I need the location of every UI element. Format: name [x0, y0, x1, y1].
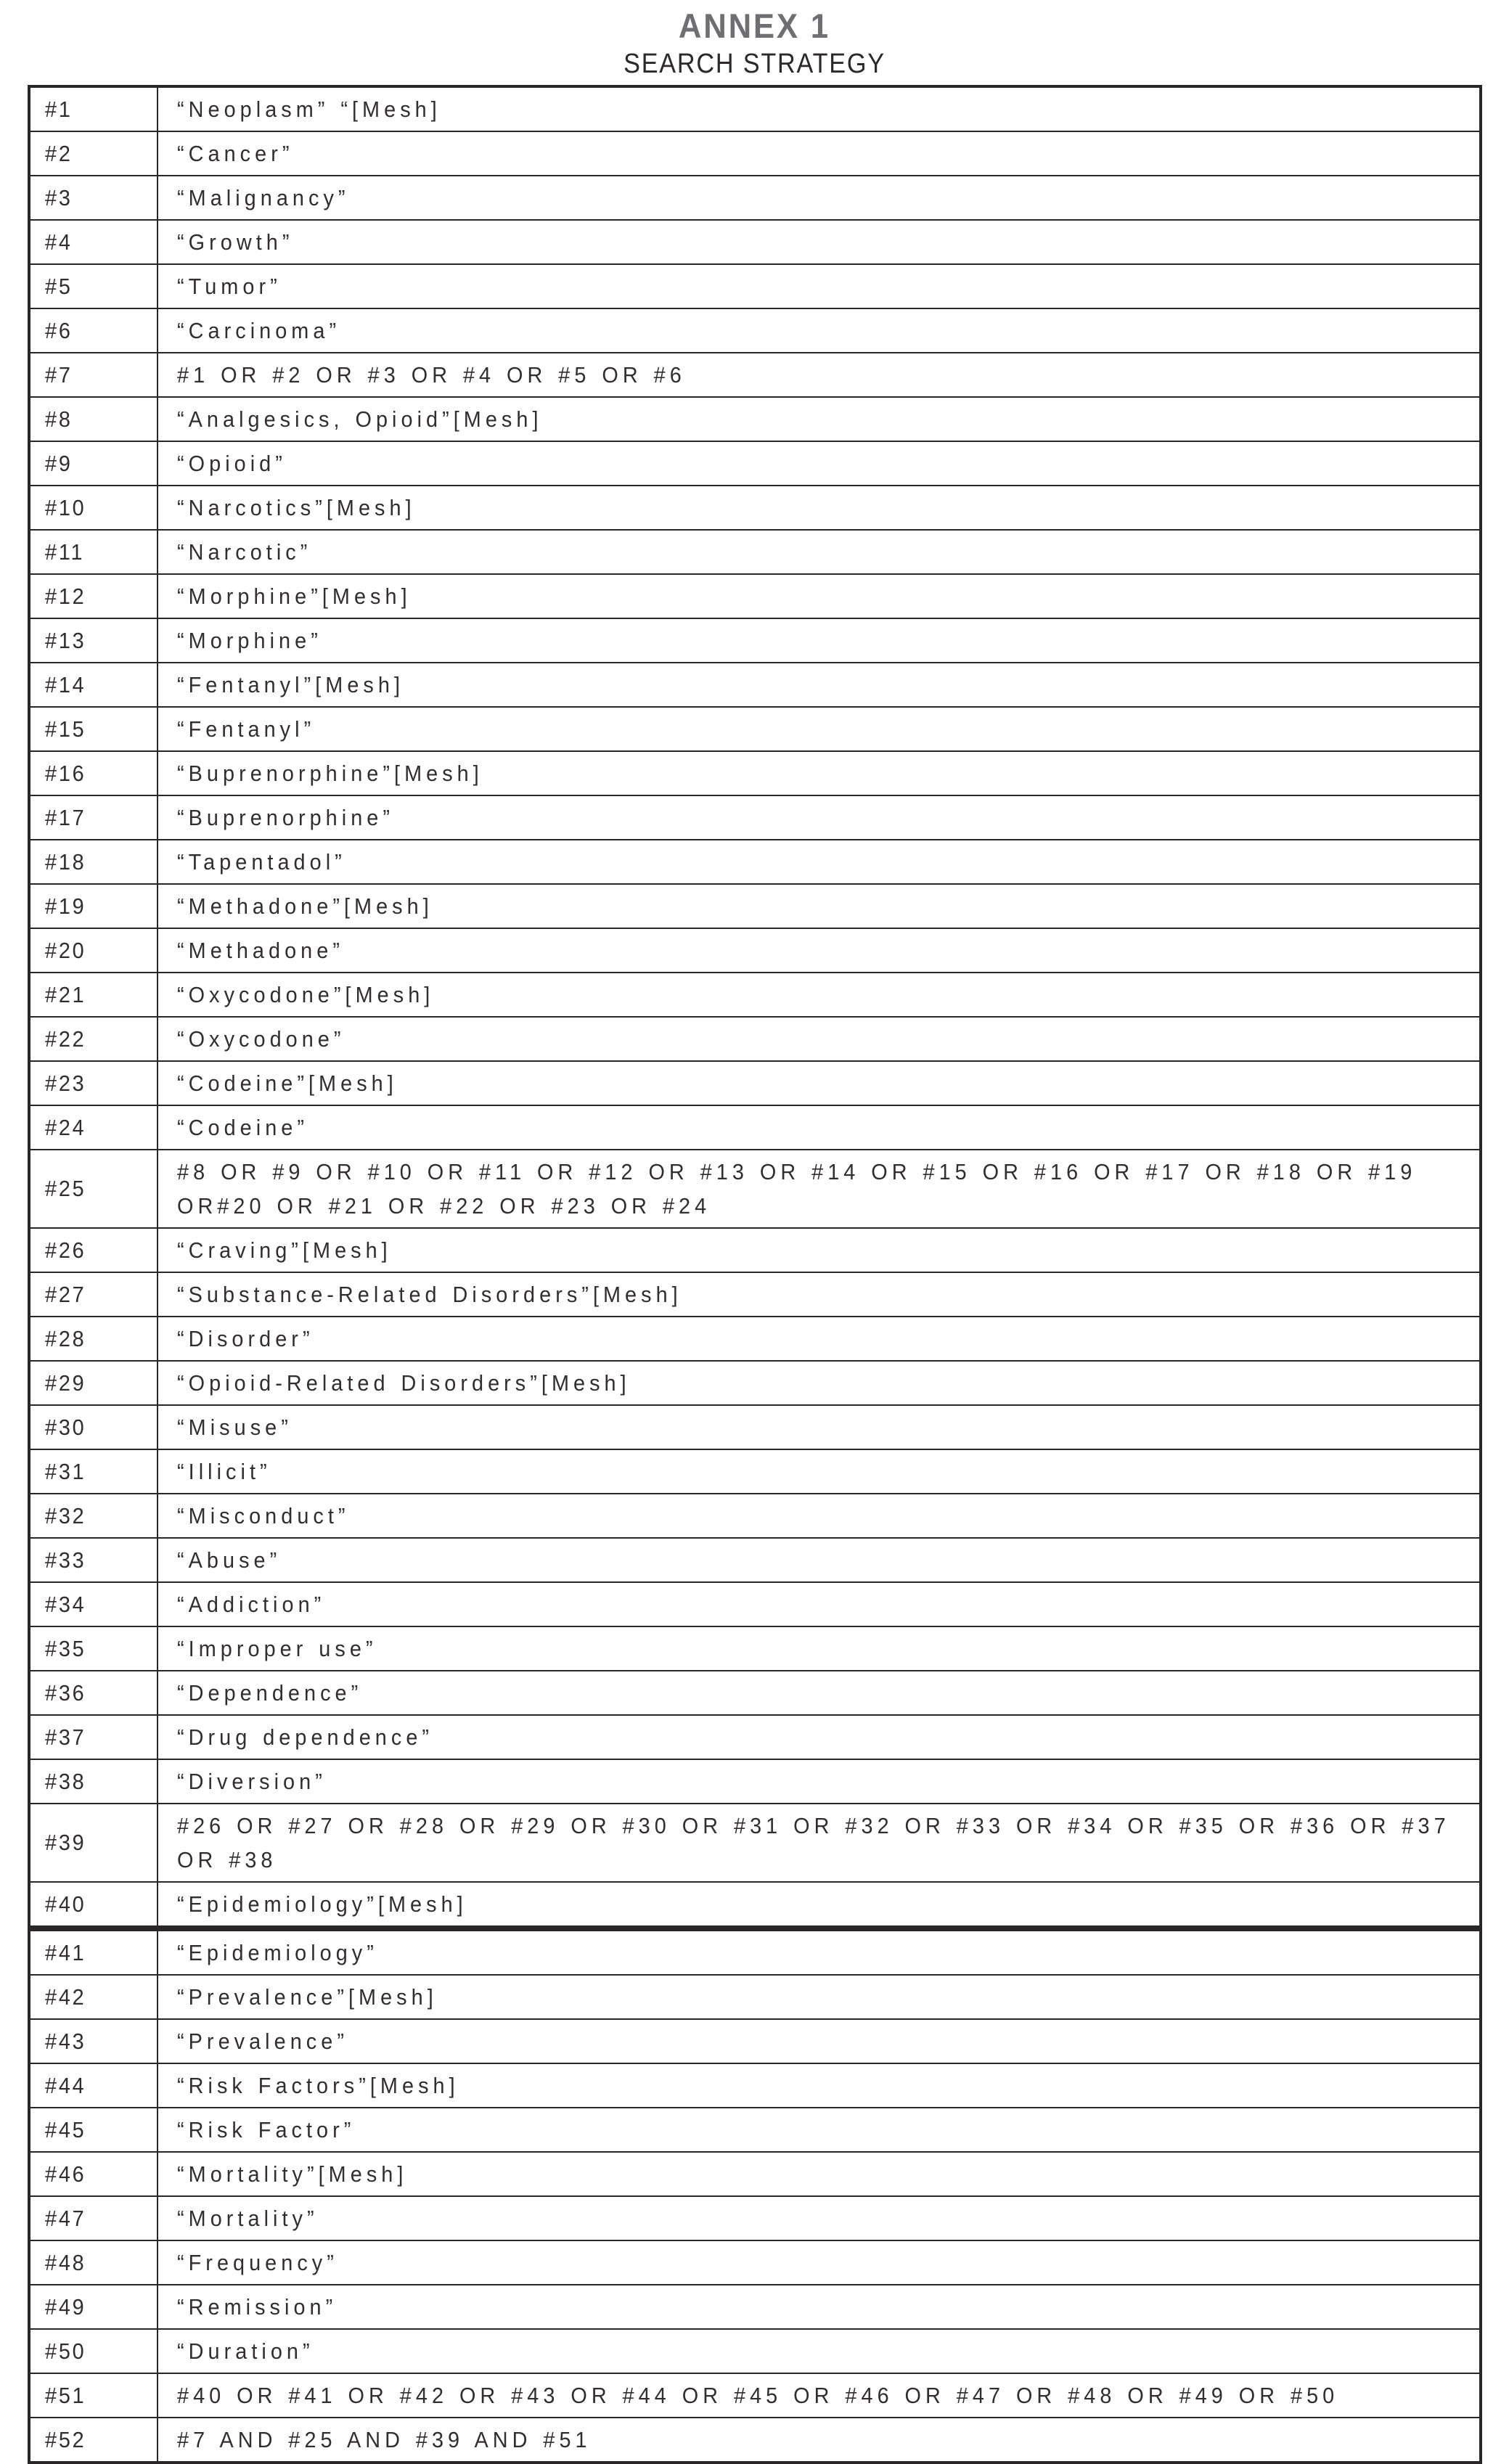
row-id-cell	[29, 1715, 158, 1759]
row-id-cell	[29, 1272, 158, 1317]
table-row	[29, 1017, 1481, 1061]
row-query: “Risk Factors”[Mesh]	[177, 2073, 459, 2098]
row-id: #49	[45, 2293, 86, 2320]
row-query: “Craving”[Mesh]	[177, 1237, 392, 1263]
row-query: “Tapentadol”	[177, 849, 346, 875]
row-query-cell	[158, 1804, 1481, 1882]
row-query-cell	[158, 751, 1481, 795]
search-strategy-table-body	[29, 86, 1481, 2463]
row-id-cell	[29, 397, 158, 441]
table-row	[29, 1582, 1481, 1626]
row-query-cell	[158, 1671, 1481, 1715]
table-row	[29, 1317, 1481, 1361]
table-row	[29, 176, 1481, 220]
row-id: #34	[45, 1591, 86, 1617]
table-row	[29, 1626, 1481, 1671]
table-row	[29, 2108, 1481, 2152]
table-row	[29, 2240, 1481, 2285]
row-query: “Epidemiology”	[177, 1940, 378, 1965]
row-id: #18	[45, 848, 86, 875]
row-query-cell	[158, 1150, 1481, 1228]
row-query-cell	[158, 1405, 1481, 1449]
row-id-cell	[29, 840, 158, 884]
row-query-cell	[158, 973, 1481, 1017]
table-row	[29, 574, 1481, 618]
row-query-cell	[158, 840, 1481, 884]
row-query: “Neoplasm” “[Mesh]	[177, 97, 441, 122]
row-id-cell	[29, 2019, 158, 2063]
row-id: #25	[45, 1176, 86, 1201]
row-query: “Prevalence”	[177, 2029, 348, 2054]
row-query-cell	[158, 1759, 1481, 1804]
table-row	[29, 2063, 1481, 2108]
table-row	[29, 751, 1481, 795]
row-query-cell	[158, 397, 1481, 441]
row-id-cell	[29, 1759, 158, 1804]
row-query-cell	[158, 1538, 1481, 1582]
table-row	[29, 1272, 1481, 1317]
row-id: #26	[45, 1237, 86, 1263]
row-id: #27	[45, 1281, 86, 1307]
row-id-cell	[29, 2373, 158, 2418]
row-id: #7	[45, 361, 73, 388]
row-query-cell	[158, 1317, 1481, 1361]
row-query: #26 OR #27 OR #28 OR #29 OR #30 OR #31 OR #32 OR #33 OR #34 OR #35 OR #36 OR #37 OR #38	[177, 1813, 1450, 1872]
row-query: “Fentanyl”	[177, 716, 316, 742]
row-query: “Epidemiology”[Mesh]	[177, 1891, 467, 1917]
row-query-cell	[158, 2373, 1481, 2418]
row-id-cell	[29, 1449, 158, 1494]
row-query-cell	[158, 131, 1481, 176]
row-query-cell	[158, 1105, 1481, 1150]
table-row	[29, 1671, 1481, 1715]
table-row	[29, 707, 1481, 751]
row-id-cell	[29, 1061, 158, 1105]
row-id: #23	[45, 1070, 86, 1096]
row-query: “Codeine”[Mesh]	[177, 1071, 398, 1096]
row-query: “Buprenorphine”	[177, 805, 395, 830]
row-query: “Growth”	[177, 229, 294, 255]
row-query: “Oxycodone”	[177, 1026, 345, 1052]
row-id: #5	[45, 273, 73, 299]
table-row	[29, 2373, 1481, 2418]
page-subtitle-wrap	[0, 49, 1509, 80]
table-row	[29, 131, 1481, 176]
row-query-cell	[158, 2418, 1481, 2463]
row-query-cell	[158, 1928, 1481, 1975]
row-query: “Morphine”[Mesh]	[177, 584, 412, 609]
table-row	[29, 397, 1481, 441]
row-id: #30	[45, 1414, 86, 1440]
row-id-cell	[29, 2418, 158, 2463]
row-query-cell	[158, 441, 1481, 486]
row-id-cell	[29, 795, 158, 840]
row-query: “Analgesics, Opioid”[Mesh]	[177, 406, 543, 432]
table-row	[29, 840, 1481, 884]
row-id-cell	[29, 2152, 158, 2196]
row-id: #35	[45, 1635, 86, 1661]
row-id-cell	[29, 751, 158, 795]
table-row	[29, 1975, 1481, 2019]
row-id: #33	[45, 1547, 86, 1573]
row-query-cell	[158, 1626, 1481, 1671]
row-query-cell	[158, 486, 1481, 530]
row-id: #45	[45, 2116, 86, 2142]
row-id-cell	[29, 2285, 158, 2329]
row-query-cell	[158, 2240, 1481, 2285]
table-row	[29, 618, 1481, 663]
row-id-cell	[29, 1494, 158, 1538]
row-id-cell	[29, 308, 158, 353]
row-query-cell	[158, 220, 1481, 264]
row-id-cell	[29, 441, 158, 486]
row-id-cell	[29, 486, 158, 530]
table-row	[29, 973, 1481, 1017]
row-id: #43	[45, 2028, 86, 2054]
table-row	[29, 663, 1481, 707]
row-id-cell	[29, 2329, 158, 2373]
row-id: #48	[45, 2249, 86, 2275]
row-query-cell	[158, 1361, 1481, 1405]
row-query-cell	[158, 795, 1481, 840]
row-query-cell	[158, 1715, 1481, 1759]
row-query: “Codeine”	[177, 1115, 309, 1140]
row-id: #17	[45, 804, 86, 830]
row-id-cell	[29, 1928, 158, 1975]
row-query-cell	[158, 1494, 1481, 1538]
table-row	[29, 353, 1481, 397]
row-query: “Diversion”	[177, 1769, 327, 1794]
row-id-cell	[29, 1405, 158, 1449]
row-query-cell	[158, 2196, 1481, 2240]
row-query: “Malignancy”	[177, 185, 350, 210]
row-id: #46	[45, 2161, 86, 2187]
row-id: #36	[45, 1679, 86, 1706]
row-id: #4	[45, 229, 73, 255]
table-row	[29, 2285, 1481, 2329]
row-query-cell	[158, 1882, 1481, 1928]
row-id: #31	[45, 1458, 86, 1484]
row-id: #52	[45, 2426, 86, 2452]
row-id-cell	[29, 176, 158, 220]
row-query: “Cancer”	[177, 141, 294, 166]
row-id: #40	[45, 1891, 86, 1917]
row-query-cell	[158, 2152, 1481, 2196]
row-query: “Abuse”	[177, 1547, 282, 1573]
row-id-cell	[29, 353, 158, 397]
row-id-cell	[29, 1150, 158, 1228]
row-query: #1 OR #2 OR #3 OR #4 OR #5 OR #6	[177, 362, 686, 388]
row-query: “Buprenorphine”[Mesh]	[177, 761, 483, 786]
table-row	[29, 1105, 1481, 1150]
row-id: #16	[45, 760, 86, 786]
row-id-cell	[29, 131, 158, 176]
table-row	[29, 1928, 1481, 1975]
page-subtitle: SEARCH STRATEGY	[623, 49, 886, 79]
table-row	[29, 1449, 1481, 1494]
row-id: #8	[45, 406, 73, 432]
row-id: #39	[45, 1830, 86, 1855]
row-id-cell	[29, 884, 158, 928]
row-id: #37	[45, 1724, 86, 1750]
row-id-cell	[29, 1975, 158, 2019]
row-id-cell	[29, 1317, 158, 1361]
row-query: “Oxycodone”[Mesh]	[177, 982, 435, 1007]
row-id-cell	[29, 1582, 158, 1626]
row-query-cell	[158, 2108, 1481, 2152]
row-id-cell	[29, 2108, 158, 2152]
table-row	[29, 1228, 1481, 1272]
row-id: #15	[45, 716, 86, 742]
table-row	[29, 1804, 1481, 1882]
row-query-cell	[158, 663, 1481, 707]
row-query: “Methadone”	[177, 938, 344, 963]
row-id: #50	[45, 2338, 86, 2364]
row-query-cell	[158, 574, 1481, 618]
row-query-cell	[158, 2285, 1481, 2329]
row-id: #11	[45, 539, 85, 565]
row-query: “Dependence”	[177, 1680, 363, 1706]
page-title: ANNEX 1	[678, 7, 830, 45]
row-query-cell	[158, 618, 1481, 663]
row-query: “Misconduct”	[177, 1503, 350, 1528]
table-row	[29, 1061, 1481, 1105]
row-query-cell	[158, 707, 1481, 751]
row-query: “Improper use”	[177, 1636, 377, 1661]
row-id-cell	[29, 618, 158, 663]
table-row	[29, 530, 1481, 574]
row-query-cell	[158, 928, 1481, 973]
table-row	[29, 86, 1481, 131]
search-strategy-table	[28, 85, 1482, 2464]
row-id: #12	[45, 583, 86, 609]
row-query: “Addiction”	[177, 1592, 326, 1617]
row-id-cell	[29, 530, 158, 574]
row-id: #44	[45, 2072, 86, 2098]
row-query: “Remission”	[177, 2294, 338, 2320]
table-row	[29, 1361, 1481, 1405]
table-row	[29, 1538, 1481, 1582]
row-id: #51	[45, 2382, 86, 2408]
table-row	[29, 928, 1481, 973]
table-row	[29, 441, 1481, 486]
table-row	[29, 308, 1481, 353]
row-id-cell	[29, 1017, 158, 1061]
row-id: #10	[45, 494, 86, 520]
row-query-cell	[158, 1975, 1481, 2019]
row-query-cell	[158, 1228, 1481, 1272]
row-query: “Misuse”	[177, 1415, 293, 1440]
row-query: “Tumor”	[177, 274, 282, 299]
row-query-cell	[158, 176, 1481, 220]
row-query-cell	[158, 2019, 1481, 2063]
row-query: “Opioid-Related Disorders”[Mesh]	[177, 1370, 631, 1396]
page-header	[0, 0, 1509, 80]
table-row	[29, 884, 1481, 928]
table-row	[29, 1882, 1481, 1928]
row-id: #47	[45, 2205, 86, 2231]
row-id-cell	[29, 1804, 158, 1882]
row-id-cell	[29, 707, 158, 751]
table-row	[29, 264, 1481, 308]
row-id-cell	[29, 2063, 158, 2108]
row-id: #42	[45, 1984, 86, 2010]
table-row	[29, 1494, 1481, 1538]
row-id: #2	[45, 140, 73, 166]
row-id-cell	[29, 1105, 158, 1150]
row-id-cell	[29, 663, 158, 707]
row-id: #9	[45, 450, 73, 476]
table-row	[29, 2329, 1481, 2373]
row-query-cell	[158, 1061, 1481, 1105]
row-id: #29	[45, 1370, 86, 1396]
row-id-cell	[29, 1626, 158, 1671]
row-query: “Narcotics”[Mesh]	[177, 495, 416, 520]
row-query-cell	[158, 530, 1481, 574]
row-query: “Duration”	[177, 2338, 314, 2364]
row-id-cell	[29, 574, 158, 618]
row-id: #38	[45, 1768, 86, 1794]
row-id-cell	[29, 1228, 158, 1272]
table-row	[29, 2418, 1481, 2463]
row-id: #21	[45, 981, 86, 1007]
row-id: #6	[45, 317, 73, 343]
row-query: “Fentanyl”[Mesh]	[177, 672, 405, 697]
row-id: #20	[45, 937, 86, 963]
table-row	[29, 2196, 1481, 2240]
row-query-cell	[158, 1582, 1481, 1626]
row-id: #32	[45, 1502, 86, 1528]
row-id: #1	[45, 96, 73, 122]
row-id-cell	[29, 86, 158, 131]
table-row	[29, 2019, 1481, 2063]
row-query-cell	[158, 1449, 1481, 1494]
row-query-cell	[158, 86, 1481, 131]
row-query: “Prevalence”[Mesh]	[177, 1984, 438, 2010]
row-query-cell	[158, 884, 1481, 928]
table-row	[29, 1759, 1481, 1804]
table-row	[29, 1150, 1481, 1228]
row-id-cell	[29, 1882, 158, 1928]
row-id: #22	[45, 1026, 86, 1052]
row-query: “Carcinoma”	[177, 318, 341, 343]
row-id-cell	[29, 2240, 158, 2285]
row-id-cell	[29, 264, 158, 308]
row-id: #14	[45, 671, 86, 697]
row-query: “Risk Factor”	[177, 2117, 356, 2142]
row-id: #3	[45, 184, 73, 210]
row-query-cell	[158, 2329, 1481, 2373]
table-row	[29, 2152, 1481, 2196]
row-id-cell	[29, 973, 158, 1017]
row-query: “Drug dependence”	[177, 1724, 434, 1750]
row-id-cell	[29, 1361, 158, 1405]
row-id: #24	[45, 1114, 86, 1140]
row-query: “Opioid”	[177, 451, 287, 476]
row-query: #40 OR #41 OR #42 OR #43 OR #44 OR #45 OR #46 OR #47 OR #48 OR #49 OR #50	[177, 2383, 1339, 2408]
row-query: “Morphine”	[177, 628, 322, 653]
row-query: “Disorder”	[177, 1326, 314, 1351]
row-query: #7 AND #25 AND #39 AND #51	[177, 2427, 592, 2452]
row-query: “Narcotic”	[177, 539, 312, 565]
row-id-cell	[29, 1538, 158, 1582]
row-id-cell	[29, 2196, 158, 2240]
row-query: “Mortality”	[177, 2206, 319, 2231]
row-query-cell	[158, 1272, 1481, 1317]
row-id-cell	[29, 220, 158, 264]
row-query: “Illicit”	[177, 1459, 271, 1484]
row-query: “Methadone”[Mesh]	[177, 893, 433, 919]
row-query-cell	[158, 353, 1481, 397]
table-row	[29, 486, 1481, 530]
row-query-cell	[158, 2063, 1481, 2108]
row-id-cell	[29, 928, 158, 973]
table-row	[29, 1715, 1481, 1759]
row-id: #19	[45, 893, 86, 919]
row-query-cell	[158, 1017, 1481, 1061]
row-query-cell	[158, 308, 1481, 353]
row-query: “Frequency”	[177, 2250, 338, 2275]
table-row	[29, 1405, 1481, 1449]
row-id: #13	[45, 627, 86, 653]
table-row	[29, 220, 1481, 264]
row-id: #28	[45, 1325, 86, 1351]
row-query: “Mortality”[Mesh]	[177, 2161, 408, 2187]
table-row	[29, 795, 1481, 840]
row-query: #8 OR #9 OR #10 OR #11 OR #12 OR #13 OR #14 OR #15 OR #16 OR #17 OR #18 OR #19 OR#20 OR #21 OR #22 OR #23 OR #24	[177, 1159, 1417, 1219]
row-id: #41	[45, 1939, 86, 1965]
row-query-cell	[158, 264, 1481, 308]
row-query: “Substance-Related Disorders”[Mesh]	[177, 1282, 682, 1307]
row-id-cell	[29, 1671, 158, 1715]
